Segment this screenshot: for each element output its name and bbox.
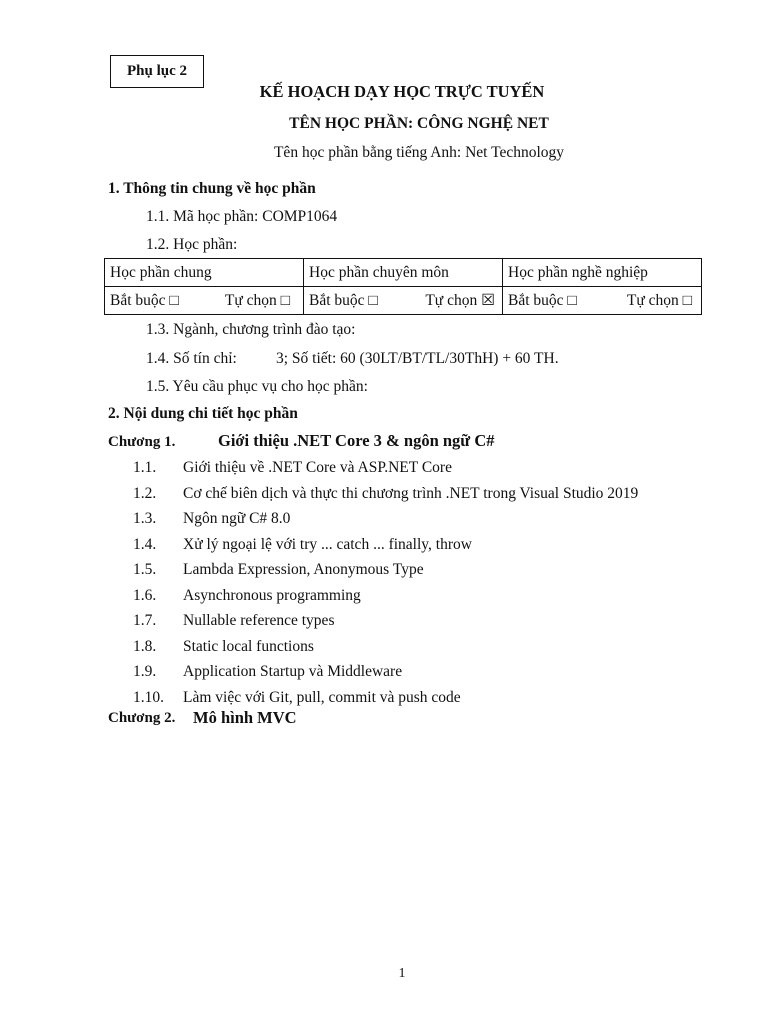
module-table — [104, 258, 702, 315]
list-item-number: 1.4. — [133, 536, 157, 553]
list-item-number: 1.6. — [133, 587, 157, 604]
section2-heading: 2. Nội dung chi tiết học phần — [108, 405, 298, 422]
list-item-text: Asynchronous programming — [183, 587, 361, 604]
chapter2-title: Mô hình MVC — [193, 708, 297, 727]
module-choice-general — [105, 287, 304, 315]
list-item-number: 1.10. — [133, 689, 164, 706]
list-item-number: 1.2. — [133, 485, 157, 502]
list-item-number: 1.8. — [133, 638, 157, 655]
chapter1-label: Chương 1. — [108, 434, 176, 450]
english-course-name: Tên học phần bằng tiếng Anh: Net Technology — [273, 144, 565, 161]
module-table-choice-row — [105, 287, 702, 315]
list-item-text: Lambda Expression, Anonymous Type — [183, 561, 424, 578]
list-item-number: 1.3. — [133, 510, 157, 527]
module-choice-professional — [503, 287, 702, 315]
elective-checkbox[interactable]: Tự chọn □ — [626, 291, 692, 309]
list-item-number: 1.5. — [133, 561, 157, 578]
list-item-text: Xử lý ngoại lệ với try ... catch ... finally, throw — [183, 536, 472, 553]
chapter1-title: Giới thiệu .NET Core 3 & ngôn ngữ C# — [218, 431, 495, 450]
appendix-label: Phụ lục 2 — [110, 55, 204, 88]
list-item-text: Nullable reference types — [183, 612, 335, 629]
list-item-text: Static local functions — [183, 638, 314, 655]
list-item-text: Cơ chế biên dịch và thực thi chương trình .NET trong Visual Studio 2019 — [183, 485, 639, 502]
list-item-text: Làm việc với Git, pull, commit và push code — [183, 689, 461, 706]
course-title: TÊN HỌC PHẦN: CÔNG NGHỆ NET — [289, 115, 549, 132]
required-checkbox[interactable]: Bắt buộc □ — [110, 291, 179, 309]
section1-heading: 1. Thông tin chung về học phần — [108, 180, 316, 197]
list-item-number: 1.1. — [133, 459, 157, 476]
module-header-professional: Học phần nghề nghiệp — [503, 259, 702, 287]
list-item-number: 1.7. — [133, 612, 157, 629]
module-header-general: Học phần chung — [105, 259, 304, 287]
module-header-specialized: Học phần chuyên môn — [304, 259, 503, 287]
list-item-text: Application Startup và Middleware — [183, 663, 403, 680]
course-code: 1.1. Mã học phần: COMP1064 — [146, 208, 338, 225]
list-item-text: Giới thiệu về .NET Core và ASP.NET Core — [183, 459, 452, 476]
required-checkbox[interactable]: Bắt buộc □ — [508, 291, 577, 309]
module-table-header-row — [105, 259, 702, 287]
module-label: 1.2. Học phần: — [146, 236, 238, 253]
program-label: 1.3. Ngành, chương trình đào tạo: — [146, 321, 356, 338]
requirements-label: 1.5. Yêu cầu phục vụ cho học phần: — [146, 378, 368, 395]
elective-checkbox[interactable]: Tự chọn □ — [224, 291, 290, 309]
credits-value: 3; Số tiết: 60 (30LT/BT/TL/30ThH) + 60 TH. — [276, 350, 559, 367]
chapter2-label: Chương 2. — [108, 710, 176, 726]
elective-checkbox-checked[interactable]: Tự chọn ☒ — [425, 292, 495, 309]
list-item-text: Ngôn ngữ C# 8.0 — [183, 510, 291, 527]
required-checkbox[interactable]: Bắt buộc □ — [309, 291, 378, 309]
credits-label: 1.4. Số tín chỉ: — [146, 350, 237, 367]
list-item-number: 1.9. — [133, 663, 157, 680]
main-title: KẾ HOẠCH DẠY HỌC TRỰC TUYẾN — [259, 82, 545, 101]
module-choice-specialized — [304, 287, 503, 315]
page-number: 1 — [398, 966, 406, 981]
